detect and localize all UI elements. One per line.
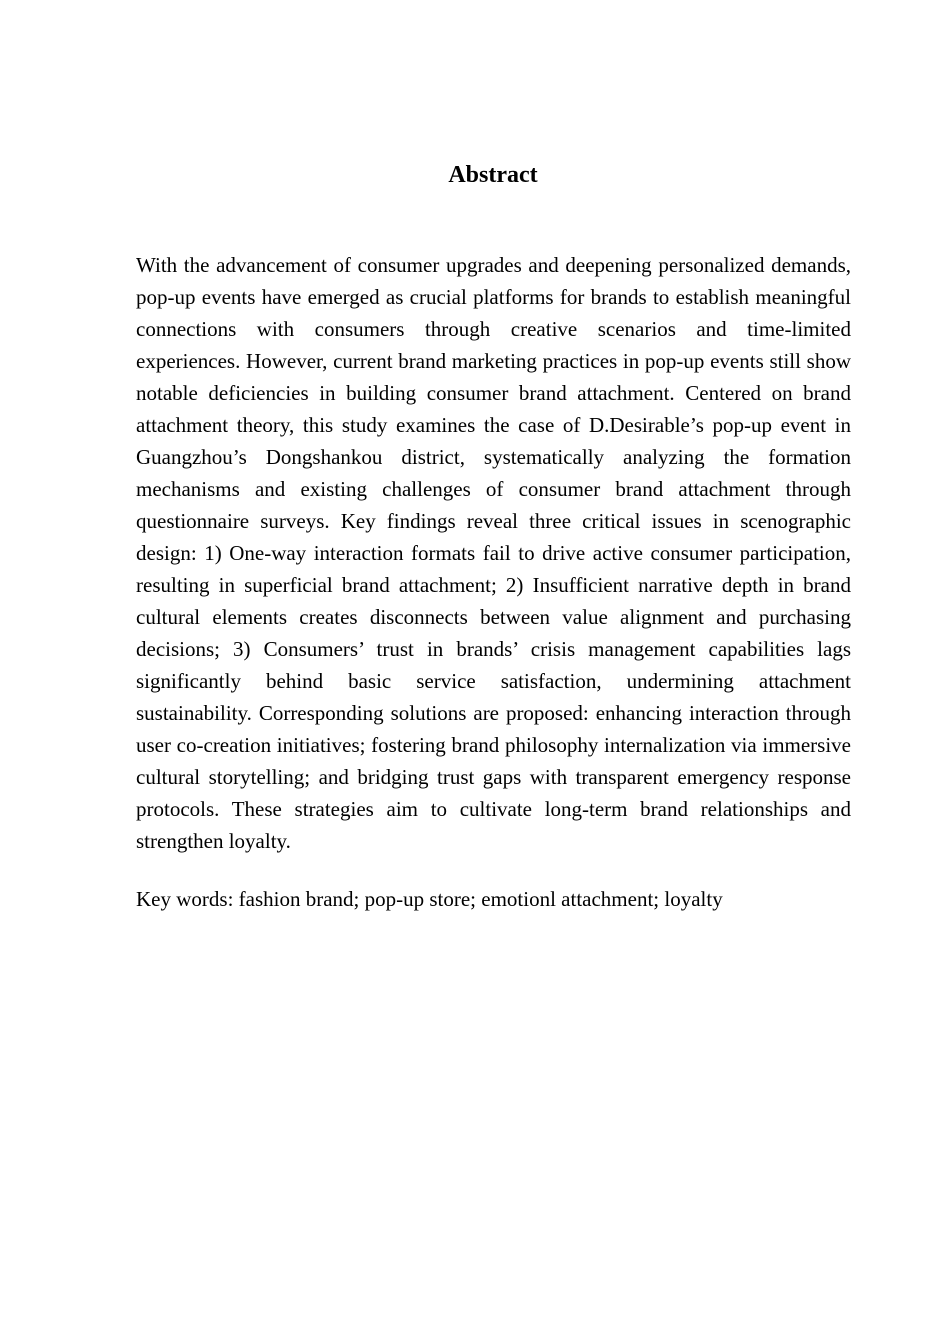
keywords-line: Key words: fashion brand; pop-up store; emotionl attachment; loyalty <box>136 887 723 911</box>
abstract-title: Abstract <box>448 162 538 188</box>
abstract-body: With the advancement of consumer upgrades and deepening personalized demands, pop-up events have emerged as crucial platforms for brands to establish meaningful connections with consumers through creative scenarios and time-limited experiences. However, current brand marketing practices in pop-up events still show notable deficiencies in building consumer brand attachment. Centered on brand attachment theory, this study examines the case of D.Desirable’s pop-up event in Guangzhou’s Dongshankou district, systematically analyzing the formation mechanisms and existing challenges of consumer brand attachment through questionnaire surveys. Key findings reveal three critical issues in scenographic design: 1) One-way interaction formats fail to drive active consumer participation, resulting in superficial brand attachment; 2) Insufficient narrative depth in brand cultural elements creates disconnects between value alignment and purchasing decisions; 3) Consumers’ trust in brands’ crisis management capabilities lags significantly behind basic service satisfaction, undermining attachment sustainability. Corresponding solutions are proposed: enhancing interaction through user co-creation initiatives; fostering brand philosophy internalization via immersive cultural storytelling; and bridging trust gaps with transparent emergency response protocols. These strategies aim to cultivate long-term brand relationships and strengthen loyalty. <box>136 253 851 853</box>
